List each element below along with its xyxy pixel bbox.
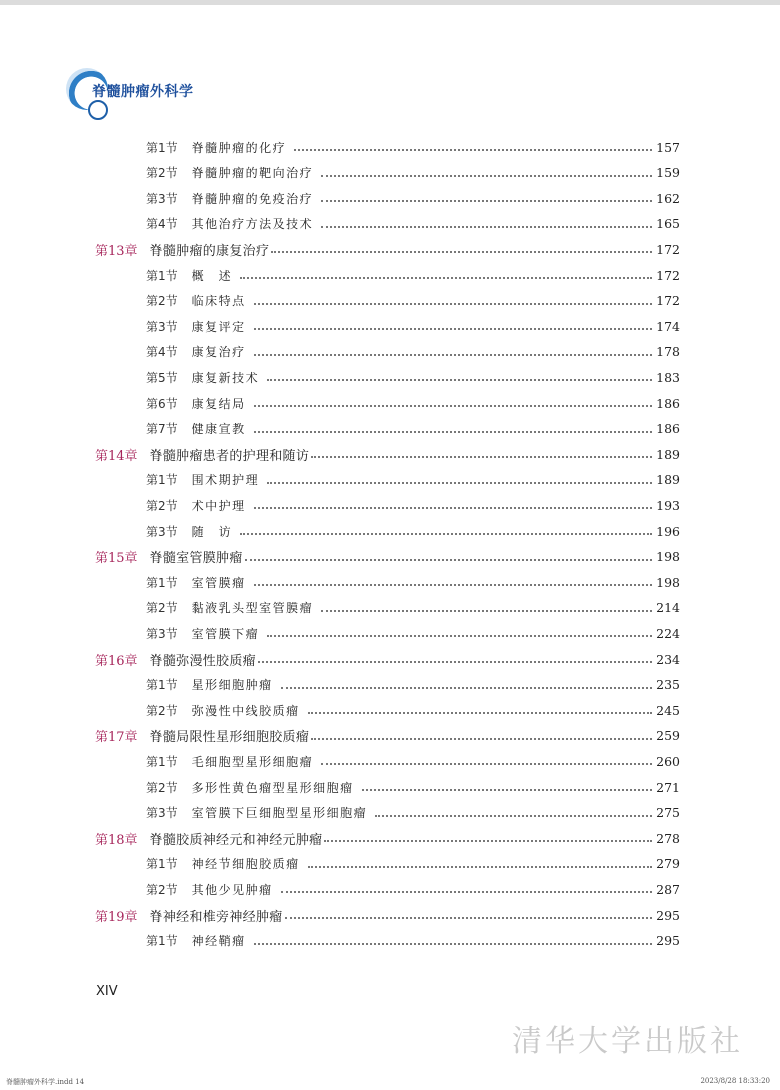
toc-section-entry[interactable]: [146, 674, 680, 696]
toc-entry-title: 其他少见肿瘤: [191, 882, 273, 897]
toc-section-entry[interactable]: [146, 930, 680, 952]
toc-entry-page: 287: [656, 881, 680, 897]
toc-section-entry[interactable]: [146, 213, 680, 235]
book-title: 脊髓肿瘤外科学: [92, 84, 194, 100]
toc-dot-leader: [254, 354, 652, 356]
toc-entry-number: 第1节: [146, 678, 178, 693]
toc-entry-title: 脊髓肿瘤患者的护理和随访: [149, 448, 310, 464]
toc-entry-title: 健康宣教: [191, 422, 246, 437]
toc-chapter-entry[interactable]: [95, 238, 680, 260]
toc-dot-leader: [254, 943, 652, 945]
toc-entry-page: 234: [656, 651, 680, 667]
toc-entry-title: 脊神经和椎旁神经肿瘤: [149, 909, 283, 925]
toc-section-entry[interactable]: [146, 315, 680, 337]
toc-entry-title: 脊髓局限性星形细胞胶质瘤: [149, 730, 310, 746]
toc-section-entry[interactable]: [146, 622, 680, 644]
toc-entry-page: 172: [656, 293, 680, 309]
toc-entry-number: 第17章: [95, 730, 138, 746]
toc-entry-number: 第14章: [95, 448, 138, 464]
toc-entry-number: 第2节: [146, 882, 178, 897]
page-number: XIV: [96, 984, 118, 999]
toc-dot-leader: [321, 226, 652, 228]
toc-entry-page: 245: [656, 702, 680, 718]
toc-chapter-entry[interactable]: [95, 904, 680, 926]
toc-entry-page: 162: [656, 190, 680, 206]
toc-entry-number: 第19章: [95, 909, 138, 925]
footer-timestamp: 2023/8/28 18:33:20: [700, 1077, 770, 1085]
publisher-watermark: 清华大学出版社: [512, 1024, 743, 1059]
toc-entry-page: 183: [656, 369, 680, 385]
toc-entry-page: 157: [656, 139, 680, 155]
toc-entry-number: 第3节: [146, 626, 178, 641]
toc-entry-number: 第1节: [146, 268, 178, 283]
toc-dot-leader: [254, 405, 652, 407]
toc-entry-title: 星形细胞肿瘤: [191, 678, 273, 693]
toc-entry-title: 术中护理: [191, 498, 246, 513]
toc-entry-title: 康复结局: [191, 396, 246, 411]
toc-entry-number: 第1节: [146, 575, 178, 590]
toc-entry-page: 193: [656, 497, 680, 513]
toc-chapter-entry[interactable]: [95, 546, 680, 568]
toc-chapter-entry[interactable]: [95, 725, 680, 747]
toc-entry-title: 多形性黄色瘤型星形细胞瘤: [191, 780, 354, 795]
toc-dot-leader: [308, 866, 652, 868]
toc-entry-page: 295: [656, 933, 680, 949]
toc-entry-title: 脊髓室管膜肿瘤: [149, 551, 243, 567]
toc-entry-page: 165: [656, 216, 680, 232]
toc-entry-page: 260: [656, 753, 680, 769]
toc-dot-leader: [245, 559, 652, 561]
toc-entry-number: 第2节: [146, 780, 178, 795]
toc-entry-page: 196: [656, 523, 680, 539]
toc-entry-title: 临床特点: [191, 294, 246, 309]
toc-dot-leader: [254, 328, 652, 330]
toc-dot-leader: [294, 149, 652, 151]
toc-entry-title: 围术期护理: [191, 473, 260, 488]
toc-entry-title: 毛细胞型星形细胞瘤: [191, 754, 314, 769]
toc-entry-number: 第15章: [95, 551, 138, 567]
toc-entry-number: 第5节: [146, 370, 178, 385]
toc-entry-page: 189: [656, 472, 680, 488]
toc-entry-number: 第18章: [95, 832, 138, 848]
toc-dot-leader: [271, 251, 652, 253]
toc-entry-title: 脊髓肿瘤的靶向治疗: [191, 166, 314, 181]
footer-file-info: 脊髓肿瘤外科学.indd 14: [6, 1078, 85, 1086]
toc-entry-number: 第1节: [146, 934, 178, 949]
toc-entry-number: 第3节: [146, 524, 178, 539]
toc-entry-title: 随 访: [191, 524, 233, 539]
toc-entry-title: 脊髓弥漫性胶质瘤: [149, 653, 256, 669]
toc-entry-page: 235: [656, 677, 680, 693]
toc-dot-leader: [362, 789, 652, 791]
toc-entry-page: 295: [656, 907, 680, 923]
toc-dot-leader: [321, 763, 652, 765]
toc-entry-title: 康复评定: [191, 319, 246, 334]
toc-entry-page: 186: [656, 421, 680, 437]
toc-section-entry[interactable]: [146, 264, 680, 286]
toc-dot-leader: [285, 917, 653, 919]
toc-chapter-entry[interactable]: [95, 648, 680, 670]
toc-dot-leader: [321, 200, 652, 202]
toc-entry-title: 神经鞘瘤: [191, 934, 246, 949]
toc-section-entry[interactable]: [146, 187, 680, 209]
toc-section-entry[interactable]: [146, 699, 680, 721]
toc-entry-title: 脊髓胶质神经元和神经元肿瘤: [149, 832, 323, 848]
toc-entry-page: 198: [656, 549, 680, 565]
toc-section-entry[interactable]: [146, 366, 680, 388]
toc-entry-number: 第2节: [146, 166, 178, 181]
toc-entry-number: 第3节: [146, 319, 178, 334]
toc-entry-title: 脊髓肿瘤的康复治疗: [149, 243, 270, 259]
toc-section-entry[interactable]: [146, 494, 680, 516]
toc-entry-title: 脊髓肿瘤的化疗: [191, 140, 287, 155]
toc-entry-page: 186: [656, 395, 680, 411]
toc-dot-leader: [281, 891, 652, 893]
toc-entry-number: 第1节: [146, 140, 178, 155]
toc-dot-leader: [375, 815, 652, 817]
toc-dot-leader: [308, 712, 652, 714]
toc-entry-number: 第13章: [95, 243, 138, 259]
toc-entry-page: 259: [656, 728, 680, 744]
toc-section-entry[interactable]: [146, 878, 680, 900]
toc-entry-page: 214: [656, 600, 680, 616]
toc-entry-number: 第1节: [146, 754, 178, 769]
toc-entry-title: 弥漫性中线胶质瘤: [191, 703, 300, 718]
toc-entry-page: 224: [656, 625, 680, 641]
toc-entry-title: 其他治疗方法及技术: [191, 217, 314, 232]
toc-dot-leader: [258, 661, 652, 663]
toc-section-entry[interactable]: [146, 802, 680, 824]
toc-dot-leader: [240, 533, 652, 535]
toc-dot-leader: [267, 635, 652, 637]
top-rule: [0, 0, 780, 5]
toc-section-entry[interactable]: [146, 597, 680, 619]
toc-section-entry[interactable]: [146, 341, 680, 363]
toc-entry-number: 第3节: [146, 191, 178, 206]
toc-entry-page: 279: [656, 856, 680, 872]
toc-entry-title: 神经节细胞胶质瘤: [191, 857, 300, 872]
toc-entry-number: 第1节: [146, 473, 178, 488]
toc-entry-title: 脊髓肿瘤的免疫治疗: [191, 191, 314, 206]
toc-entry-page: 174: [656, 318, 680, 334]
toc-entry-number: 第1节: [146, 857, 178, 872]
toc-dot-leader: [321, 175, 652, 177]
toc-section-entry[interactable]: [146, 853, 680, 875]
logo-circle-icon: [88, 100, 108, 120]
toc-dot-leader: [267, 379, 652, 381]
toc-entry-number: 第2节: [146, 294, 178, 309]
toc-entry-number: 第3节: [146, 806, 178, 821]
toc-section-entry[interactable]: [146, 290, 680, 312]
toc-entry-title: 黏液乳头型室管膜瘤: [191, 601, 314, 616]
toc-entry-page: 275: [656, 805, 680, 821]
toc-section-entry[interactable]: [146, 776, 680, 798]
toc-section-entry[interactable]: [146, 520, 680, 542]
toc-dot-leader: [267, 482, 652, 484]
toc-entry-page: 159: [656, 165, 680, 181]
toc-entry-number: 第7节: [146, 422, 178, 437]
toc-entry-number: 第4节: [146, 217, 178, 232]
toc-entry-page: 198: [656, 574, 680, 590]
toc-entry-title: 康复治疗: [191, 345, 246, 360]
toc-dot-leader: [281, 687, 652, 689]
toc-section-entry[interactable]: [146, 571, 680, 593]
toc-entry-title: 概 述: [191, 268, 233, 283]
toc-entry-page: 271: [656, 779, 680, 795]
toc-dot-leader: [311, 456, 652, 458]
toc-entry-page: 172: [656, 267, 680, 283]
toc-section-entry[interactable]: [146, 392, 680, 414]
toc-entry-number: 第2节: [146, 601, 178, 616]
toc-dot-leader: [254, 584, 652, 586]
toc-section-entry[interactable]: [146, 162, 680, 184]
toc-entry-page: 189: [656, 446, 680, 462]
toc-entry-page: 172: [656, 241, 680, 257]
toc-entry-number: 第6节: [146, 396, 178, 411]
toc-entry-title: 室管膜下巨细胞型星形细胞瘤: [191, 806, 368, 821]
toc-section-entry[interactable]: [146, 750, 680, 772]
toc-dot-leader: [254, 431, 652, 433]
toc-dot-leader: [254, 303, 652, 305]
toc-entry-page: 178: [656, 344, 680, 360]
toc-section-entry[interactable]: [146, 469, 680, 491]
toc-dot-leader: [324, 840, 652, 842]
toc-dot-leader: [240, 277, 652, 279]
toc-chapter-entry[interactable]: [95, 827, 680, 849]
toc-entry-number: 第16章: [95, 653, 138, 669]
toc-entry-number: 第2节: [146, 498, 178, 513]
toc-dot-leader: [311, 738, 652, 740]
toc-entry-title: 室管膜下瘤: [191, 626, 260, 641]
toc-entry-title: 康复新技术: [191, 370, 260, 385]
toc-section-entry[interactable]: [146, 136, 680, 158]
toc-entry-title: 室管膜瘤: [191, 575, 246, 590]
toc-section-entry[interactable]: [146, 418, 680, 440]
toc-entry-number: 第4节: [146, 345, 178, 360]
toc-entry-page: 278: [656, 830, 680, 846]
toc-dot-leader: [321, 610, 652, 612]
header-logo: [66, 68, 196, 124]
toc-chapter-entry[interactable]: [95, 443, 680, 465]
toc-entry-number: 第2节: [146, 703, 178, 718]
toc-dot-leader: [254, 507, 652, 509]
